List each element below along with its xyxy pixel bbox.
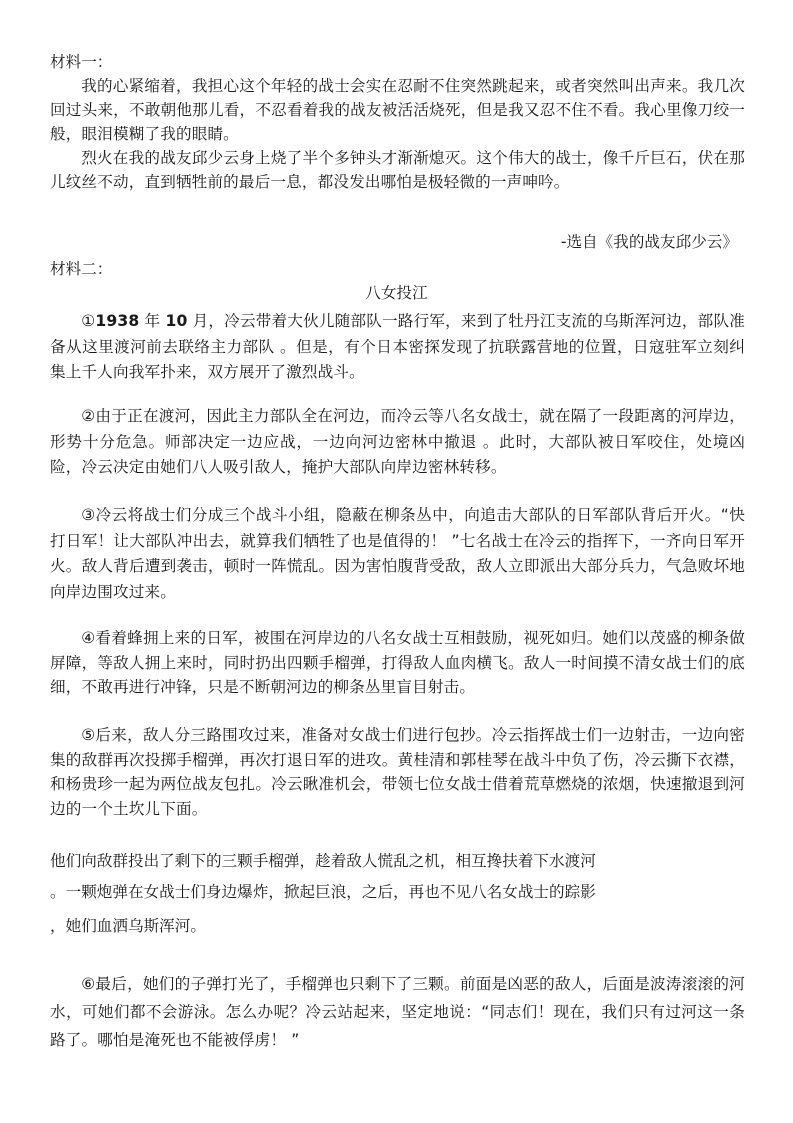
article-paragraph-4: ④看着蜂拥上来的日军，被围在河岸边的八名女战士互相鼓励，视死如归。她们以茂盛的柳条做屏障，等敌人拥上来时，同时扔出四颗手榴弹，打得敌人血肉横飞。敌人一时间摸不清女战士们的底细，不敢再进行冲锋，只是不断朝河边的柳条丛里盲目射击。 xyxy=(50,629,745,696)
material1-paragraph-2: 烈火在我的战友邱少云身上烧了半个多钟头才渐渐熄灭。这个伟大的战士，像千斤巨石，伏在那儿纹丝不动，直到牺牲前的最后一息，都没发出哪怕是极轻微的一声呻吟。 xyxy=(50,149,745,191)
article-paragraph-3: ③冷云将战士们分成三个战斗小组，隐蔽在柳条丛中，向追击大部队的日军部队背后开火。“快打日军！让大部队冲出去，就算我们牺牲了也是值得的！ ”七名战士在冷云的指挥下，一齐向日军开火。敌人背后遭到袭击，顿时一阵慌乱。因为害怕腹背受敌，敌人立即派出大部分兵力，气急败坏地向岸边围攻过来。 xyxy=(50,506,745,601)
paragraph-1-year: 1938 xyxy=(95,312,140,330)
paragraph-1-text: 月，冷云带着大伙儿随部队一路行军，来到了牡丹江支流的乌斯浑河边，部队准备从这里渡河前去联络主力部队 。但是，有个日本密探发现了抗联露营地的位置，日寇驻军立刻纠集上千人向我军扑来，双方展开了激烈战斗。 xyxy=(50,312,745,381)
material1-label: 材料一： xyxy=(50,53,113,71)
article-paragraph-1 xyxy=(50,309,745,386)
article-paragraph-6: ⑥最后，她们的子弹打光了，手榴弹也只剩下了三颗。前面是凶恶的敌人，后面是波涛滚滚的河水，可她们都不会游泳。怎么办呢？冷云站起来，坚定地说：“同志们！现在，我们只有过河这一条路了。哪怕是淹死也不能被俘虏！ ” xyxy=(50,975,745,1049)
material2-label: 材料二： xyxy=(50,260,113,278)
loose-line-3: ，她们血洒乌斯浑河。 xyxy=(50,917,206,935)
material1-paragraph-1: 我的心紧缩着，我担心这个年轻的战士会实在忍耐不住突然跳起来，或者突然叫出声来。我几次回过头来，不敢朝他那儿看，不忍看着我的战友被活活烧死，但是我又忍不住不看。我心里像刀绞一般，眼泪模糊了我的眼睛。 xyxy=(50,77,745,143)
article-paragraph-2: ②由于正在渡河，因此主力部队全在河边，而冷云等八名女战士，就在隔了一段距离的河岸边，形势十分危急。师部决定一边应战，一边向河边密林中撤退 。此时，大部队被日军咬住，处境凶险，冷云决定由她们八人吸引敌人，掩护大部队向岸边密林转移。 xyxy=(50,407,745,476)
material1-source: -选自《我的战友邱少云》 xyxy=(560,233,738,251)
paragraph-1-month: 10 xyxy=(165,312,188,330)
paragraph-1-number: ① xyxy=(81,312,96,330)
article-paragraph-5: ⑤后来，敌人分三路围攻过来，准备对女战士们进行包抄。冷云指挥战士们一边射击，一边向密集的敌群再次投掷手榴弹，再次打退日军的进攻。黄桂清和郭桂琴在战斗中负了伤，冷云撕下衣襟，和杨贵珍一起为两位战友包扎。冷云瞅准机会，带领七位女战士借着荒草燃烧的浓烟，快速撤退到河边的一个土坎儿下面。 xyxy=(50,726,745,818)
loose-line-2: 。一颗炮弹在女战士们身边爆炸，掀起巨浪，之后，再也不见八名女战士的踪影 xyxy=(50,883,596,901)
paragraph-1-mid: 年 xyxy=(139,312,166,330)
article-title: 八女投江 xyxy=(365,284,428,302)
loose-line-1: 他们向敌群投出了剩下的三颗手榴弹，趁着敌人慌乱之机，相互搀扶着下水渡河 xyxy=(50,852,596,870)
